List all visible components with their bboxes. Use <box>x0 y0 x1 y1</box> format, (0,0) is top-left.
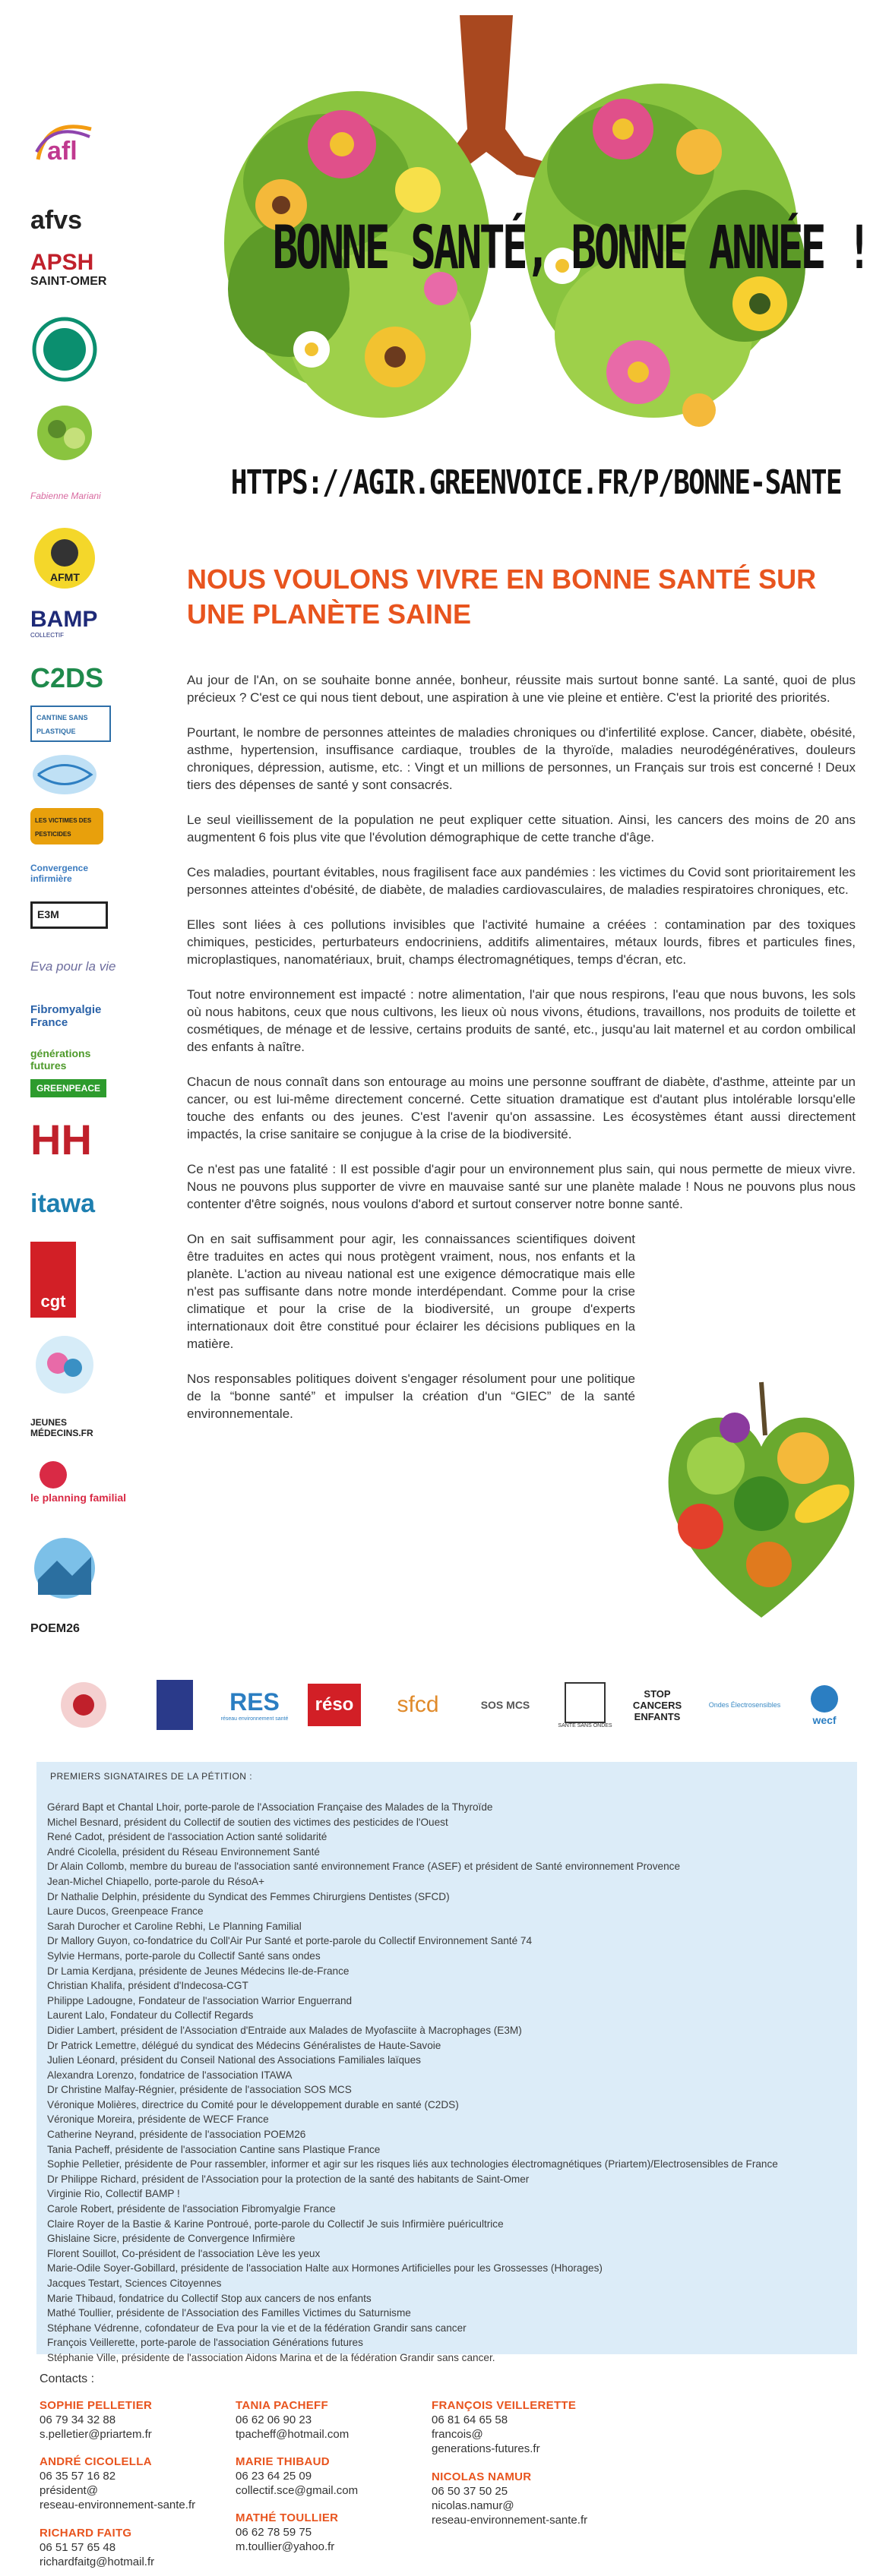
signatory-item: Sarah Durocher et Caroline Rebhi, Le Planning Familial <box>47 1920 302 1932</box>
sfcd-logo <box>380 1671 456 1739</box>
signatory-item: Florent Souillot, Co-président de l'association Lève les yeux <box>47 2247 321 2259</box>
bamp-logo-sub: COLLECTIF <box>30 632 65 639</box>
contact-phone[interactable]: 06 79 34 32 88 <box>40 2413 116 2426</box>
partner-logos-row <box>46 1671 851 1747</box>
afvs-logo <box>30 186 129 239</box>
signatory-item: Carole Robert, présidente de l'association Fibromyalgie France <box>47 2203 336 2215</box>
victimes-pesticides-text: LES VICTIMES DES PESTICIDES <box>35 816 92 838</box>
contact-card <box>236 2398 349 2442</box>
reso-logo <box>304 1671 365 1739</box>
contact-phone[interactable]: 06 35 57 16 82 <box>40 2470 116 2483</box>
fabienne-mariani-text: Fabienne Mariani <box>30 490 101 501</box>
contact-card <box>236 2454 358 2498</box>
hero-title: BONNE SANTÉ, BONNE ANNÉE ! <box>272 214 870 283</box>
signatory-item: Stéphane Védrenne, cofondateur de Eva pour la vie et de la fédération Grandir sans cancer <box>47 2322 467 2334</box>
apsh-logo <box>30 251 129 304</box>
signatory-item: François Veillerette, porte-parole de l'association Générations futures <box>47 2337 363 2349</box>
signatory-item: René Cadot, président de l'association Action santé solidarité <box>47 1831 327 1843</box>
contact-email[interactable]: nicolas.namur@ <box>432 2499 514 2512</box>
sos-mcs-partner-text: SOS MCS <box>480 1699 530 1711</box>
signatory-item: Michel Besnard, président du Collectif de soutien des victimes des pesticides de l'Ouest <box>47 1816 448 1828</box>
contact-name: MATHÉ TOULLIER <box>236 2511 339 2524</box>
signatory-item: Véronique Moreira, présidente de WECF France <box>47 2114 269 2126</box>
afvs-logo-text: afvs <box>30 205 83 235</box>
article-paragraph: On en sait suffisamment pour agir, les connaissances scientifiques doivent être traduites en actes qui nous protègent vraiment, nous, nos enfants et la planète. L'action au niveau national est une exigence démocratique mais elle n'est pas suffisante dans notre monde interdépendant. Comme pour la crise climatique et pour la crise de la biodiversité, un groupe d'experts internationaux doit être constitué pour éclairer les décisions publiques en la matière. <box>187 1232 635 1351</box>
signatory-item: Sophie Pelletier, présidente de Pour rassembler, informer et agir sur les risques liés aux technologies électromagnétiques (Priartem)/Electrosensibles de France <box>47 2158 778 2170</box>
signatories-heading: PREMIERS SIGNATAIRES DE LA PÉTITION : <box>50 1771 253 1782</box>
contact-email[interactable]: collectif.sce@gmail.com <box>236 2484 359 2497</box>
afl-logo-text: afl <box>47 137 78 166</box>
contact-phone[interactable]: 06 51 57 65 48 <box>40 2541 116 2554</box>
reso-logo-text: réso <box>315 1694 354 1715</box>
contact-email[interactable]: tpacheff@hotmail.com <box>236 2428 350 2441</box>
signatory-item: Dr Lamia Kerdjana, présidente de Jeunes Médecins Ile-de-France <box>47 1965 350 1977</box>
planning-familial-text: le planning familial <box>30 1492 127 1504</box>
contact-card <box>236 2511 338 2554</box>
sef-logo <box>30 315 129 384</box>
contact-email[interactable]: m.toullier@yahoo.fr <box>236 2540 335 2553</box>
signatory-item: André Cicolella, président du Réseau Environnement Santé <box>47 1845 320 1858</box>
contact-card <box>432 2398 576 2456</box>
signatories-list <box>47 1800 845 2366</box>
signatory-item: Ghislaine Sicre, présidente de Convergence Infirmière <box>47 2233 296 2245</box>
afmt-logo <box>30 524 129 592</box>
contact-phone[interactable]: 06 23 64 25 09 <box>236 2470 312 2483</box>
cantine-sans-plastique-logo <box>30 706 129 740</box>
e3m-logo-text: E3M <box>37 908 59 920</box>
c2ds-logo <box>30 657 129 699</box>
contact-phone[interactable]: 06 62 06 90 23 <box>236 2413 312 2426</box>
signatory-item: Claire Royer de la Bastie & Karine Pontroué, porte-parole du Collectif Je suis Infirmière puéricultrice <box>47 2218 504 2230</box>
contact-name: RICHARD FAITG <box>40 2527 132 2540</box>
sfcd-logo-text: sfcd <box>397 1692 439 1717</box>
bamp-logo <box>30 608 129 646</box>
associations-integration-logo <box>152 1671 198 1739</box>
stop-cancers-enfants-text: STOP CANCERS ENFANTS <box>632 1687 682 1722</box>
sos-mcs-logo <box>30 752 129 797</box>
signatory-item: Laure Ducos, Greenpeace France <box>47 1905 204 1918</box>
jeunes-medecins-text: JEUNES MÉDECINS.FR <box>30 1417 93 1438</box>
signatory-item: Dr Philippe Richard, président de l'Association pour la protection de la santé des habitants de Saint-Omer <box>47 2173 530 2185</box>
fibromyalgie-france-text: Fibromyalgie France <box>30 1002 102 1029</box>
signatory-item: Jacques Testart, Sciences Citoyennes <box>47 2278 222 2289</box>
generations-futures-text: générations futures <box>30 1047 91 1072</box>
sante-sans-ondes-text: SANTÉ SANS ONDES <box>558 1722 612 1728</box>
signatory-item: Laurent Lalo, Fondateur du Collectif Regards <box>47 2009 254 2022</box>
convergence-infirmiere-text: Convergence infirmière <box>30 863 89 884</box>
contact-phone[interactable]: 06 81 64 65 58 <box>432 2413 508 2426</box>
contact-email[interactable]: francois@ <box>432 2428 483 2441</box>
poem26-logo-text: POEM26 <box>30 1622 80 1635</box>
contact-name: MARIE THIBAUD <box>236 2455 330 2468</box>
signatory-item: Dr Mallory Guyon, co-fondatrice du Coll'Air Pur Santé et porte-parole du Collectif Environnement Santé 74 <box>47 1935 533 1947</box>
hero-banner <box>167 15 874 516</box>
contact-name: ANDRÉ CICOLELLA <box>40 2455 152 2468</box>
cantine-sans-plastique-text: CANTINE SANS PLASTIQUE <box>36 713 88 735</box>
signatory-item: Philippe Ladougne, Fondateur de l'association Warrior Enguerrand <box>47 1994 353 2006</box>
contact-phone[interactable]: 06 62 78 59 75 <box>236 2526 312 2539</box>
e3m-logo <box>30 896 129 934</box>
hh-logo-text: HH <box>30 1115 92 1163</box>
signatories-box <box>36 1762 857 2363</box>
signatory-item: Mathé Toullier, présidente de l'Association des Familles Victimes du Saturnisme <box>47 2307 411 2319</box>
article-body <box>187 671 856 1440</box>
contact-card <box>432 2470 587 2527</box>
generations-futures-logo <box>30 1048 129 1071</box>
contact-email[interactable]: s.pelletier@priartem.fr <box>40 2428 152 2441</box>
eva-pour-la-vie-text: Eva pour la vie <box>30 958 116 974</box>
action-sante-solidarite-logo <box>30 399 129 467</box>
priartem-logo <box>53 1671 114 1739</box>
greenpeace-logo <box>30 1078 129 1098</box>
contact-name: TANIA PACHEFF <box>236 2399 328 2412</box>
article-paragraph: Pourtant, le nombre de personnes atteintes de maladies chroniques ou d'infertilité explose. Cancer, diabète, obésité, asthme, hypertension, insuffisance cardiaque, troubles de la thyroïde, maladies neurodégénératives, douleurs chroniques, dépression, autisme, etc. : Vingt et un millions de personnes, un Français sur trois est concerné ! Deux tiers des dépenses de santé y sont consacrés. <box>187 725 856 792</box>
res-logo-sub: réseau environnement santé <box>220 1716 289 1722</box>
contact-email[interactable]: reseau-environnement-sante.fr <box>432 2514 588 2527</box>
apsh-logo-sub: SAINT-OMER <box>30 275 107 288</box>
contact-name: NICOLAS NAMUR <box>432 2470 532 2483</box>
itawa-logo-text: itawa <box>30 1189 96 1218</box>
cgt-logo-text: cgt <box>40 1292 66 1311</box>
contact-card <box>40 2526 154 2569</box>
article-headline: NOUS VOULONS VIVRE EN BONNE SANTÉ SUR UNE PLANÈTE SAINE <box>187 564 817 630</box>
article-paragraph: Elles sont liées à ces pollutions invisibles que l'activité humaine a créées : contamination par des toxiques chimiques, pesticides, perturbateurs endocriniens, additifs alimentaires, métaux lourds, fibres et particules fines, microplastiques, nanomatériaux, bruit, champs électromagnétiques, temps d'écran, etc. <box>187 917 856 967</box>
eva-pour-la-vie-logo <box>30 949 129 983</box>
electrosensibles-logo <box>707 1671 783 1739</box>
planning-familial-logo <box>30 1458 129 1519</box>
res-logo-text: RES <box>229 1688 280 1716</box>
signatory-item: Stéphanie Ville, présidente de l'association Aidons Marina et de la fédération Grandir sans cancer. <box>47 2351 495 2363</box>
contacts-heading: Contacts : <box>40 2372 95 2385</box>
convergence-infirmiere-logo <box>30 858 129 889</box>
c2ds-logo-text: C2DS <box>30 661 104 693</box>
contact-name: FRANÇOIS VEILLERETTE <box>432 2399 577 2412</box>
article-paragraph: Ces maladies, pourtant évitables, nous fragilisent face aux pandémies : les victimes du Covid sont prioritairement les personnes atteintes d'obésité, de diabète, de maladies cardiovasculaires, de maladies respiratoires chroniques, etc. <box>187 865 856 897</box>
contact-email[interactable]: richardfaitg@hotmail.fr <box>40 2555 155 2568</box>
contact-phone[interactable]: 06 50 37 50 25 <box>432 2485 508 2498</box>
contact-name: SOPHIE PELLETIER <box>40 2399 153 2412</box>
itawa-logo <box>30 1181 129 1226</box>
afl-logo <box>30 114 129 175</box>
greenpeace-logo-text: GREENPEACE <box>36 1083 101 1094</box>
signatory-item: Marie-Odile Soyer-Gobillard, présidente de l'association Halte aux Hormones Artificielles pour les Grossesses (Hhorages) <box>47 2262 603 2275</box>
familles-logo <box>30 1333 129 1397</box>
electrosensibles-text: Ondes Électrosensibles <box>708 1701 781 1709</box>
signatory-item: Marie Thibaud, fondatrice du Collectif Stop aux cancers de nos enfants <box>47 2292 372 2304</box>
signatory-item: Didier Lambert, président de l'Association d'Entraide aux Malades de Myofasciite à Macrophages (E3M) <box>47 2024 522 2036</box>
jeunes-medecins-logo <box>30 1409 129 1447</box>
wecf-logo-text: wecf <box>812 1714 837 1726</box>
fibromyalgie-france-logo <box>30 995 129 1037</box>
cgt-logo <box>30 1238 129 1321</box>
article-paragraph: Chacun de nous connaît dans son entourage au moins une personne souffrant de diabète, d'asthme, atteinte par un cancer, ou est lui-même directement concerné. Cette situation dramatique est d'autant plus intolérable lorsqu'elle touche des enfants ou des jeunes. C'est l'avenir qu'on assassine. Les écosystèmes étant aussi directement impactés, la crise sanitaire se conjugue à la crise de la biodiversité. <box>187 1075 856 1141</box>
article-paragraph: Nos responsables politiques doivent s'engager résolument pour une politique de la “bonne santé” et impulser la création d'un “GIEC” de la santé environnementale. <box>187 1372 635 1421</box>
article-paragraph: Le seul vieillissement de la population ne peut expliquer cette situation. Ainsi, les cancers des moins de 20 ans augmentent 6 fois plus vite que l'évolution démographique de cette tranche d'âge. <box>187 813 856 844</box>
bamp-logo-text: BAMP <box>30 607 98 632</box>
leve-les-yeux-logo <box>30 1534 129 1602</box>
afmt-logo-text: AFMT <box>50 571 80 583</box>
sos-mcs-partner-logo <box>463 1671 547 1739</box>
signatory-item: Alexandra Lorenzo, fondatrice de l'association ITAWA <box>47 2069 293 2081</box>
poem26-logo <box>30 1614 129 1644</box>
signatory-item: Véronique Molières, directrice du Comité pour le développement durable en santé (C2DS) <box>47 2098 459 2110</box>
contact-email[interactable]: reseau-environnement-sante.fr <box>40 2499 196 2511</box>
contact-email[interactable]: président@ <box>40 2484 98 2497</box>
signatory-item: Gérard Bapt et Chantal Lhoir, porte-parole de l'Association Française des Malades de la Thyroïde <box>47 1801 493 1813</box>
article-paragraph: Au jour de l'An, on se souhaite bonne année, bonheur, réussite mais surtout bonne santé. La santé, quoi de plus précieux ? C'est ce qui nous tient debout, une aspiration à une vie pleine et entière. C'est la priorité des priorités. <box>187 673 856 705</box>
apsh-logo-text: APSH <box>30 250 94 275</box>
contact-card <box>40 2398 152 2442</box>
fabienne-mariani-logo <box>30 478 129 513</box>
contact-card <box>40 2454 195 2512</box>
signatory-item: Dr Nathalie Delphin, présidente du Syndicat des Femmes Chirurgiens Dentistes (SFCD) <box>47 1890 450 1902</box>
hh-logo <box>30 1109 129 1170</box>
signatory-item: Dr Alain Collomb, membre du bureau de l'association santé environnement France (ASEF) et président de Santé environnement Provence <box>47 1861 681 1873</box>
signatory-item: Virginie Rio, Collectif BAMP ! <box>47 2188 180 2200</box>
vegetables-heart-illustration <box>655 1375 868 1625</box>
article-paragraph: Ce n'est pas une fatalité : Il est possible d'agir pour un environnement plus sain, qui nous permette de mieux vivre. Nous ne pouvons plus supporter de vivre en mauvaise santé sur une planète malade ! Nous ne pouvons plus nous contenter d'être soignés, nous voulons d'abord et surtout conserver notre bonne santé. <box>187 1162 856 1211</box>
victimes-pesticides-logo <box>30 805 129 847</box>
signatory-item: Julien Léonard, président du Conseil National des Associations Familiales laïques <box>47 2054 421 2066</box>
signatory-item: Dr Patrick Lemettre, délégué du syndicat des Médecins Généralistes de Haute-Savoie <box>47 2039 441 2051</box>
signatory-item: Christian Khalifa, président d'Indecosa-CGT <box>47 1980 248 1992</box>
res-logo <box>220 1671 289 1739</box>
petition-url-link[interactable]: HTTPS://AGIR.GREENVOICE.FR/P/BONNE-SANTE <box>230 463 841 502</box>
sante-sans-ondes-logo <box>555 1671 615 1739</box>
stop-cancers-enfants-logo <box>623 1671 691 1739</box>
signatory-item: Catherine Neyrand, présidente de l'association POEM26 <box>47 2129 306 2141</box>
signatory-item: Sylvie Hermans, porte-parole du Collectif Santé sans ondes <box>47 1949 321 1962</box>
signatory-item: Jean-Michel Chiapello, porte-parole du RésoA+ <box>47 1875 265 1887</box>
signatory-item: Dr Christine Malfay-Régnier, présidente de l'association SOS MCS <box>47 2084 352 2096</box>
wecf-logo <box>798 1671 851 1739</box>
signatory-item: Tania Pacheff, présidente de l'association Cantine sans Plastique France <box>47 2143 381 2155</box>
contact-email[interactable]: generations-futures.fr <box>432 2442 540 2455</box>
article-paragraph: Tout notre environnement est impacté : notre alimentation, l'air que nous respirons, l'eau que nous buvons, les sols où nous habitons, ceux que nous cultivons, les lieux où nous vivons, étudions, travaillons, nos produits de toilette et cosmétiques, de ménage et de lessive, certains produits de santé, etc., jusqu'au lait maternel et au cordon ombilical des enfants à naître. <box>187 987 856 1054</box>
